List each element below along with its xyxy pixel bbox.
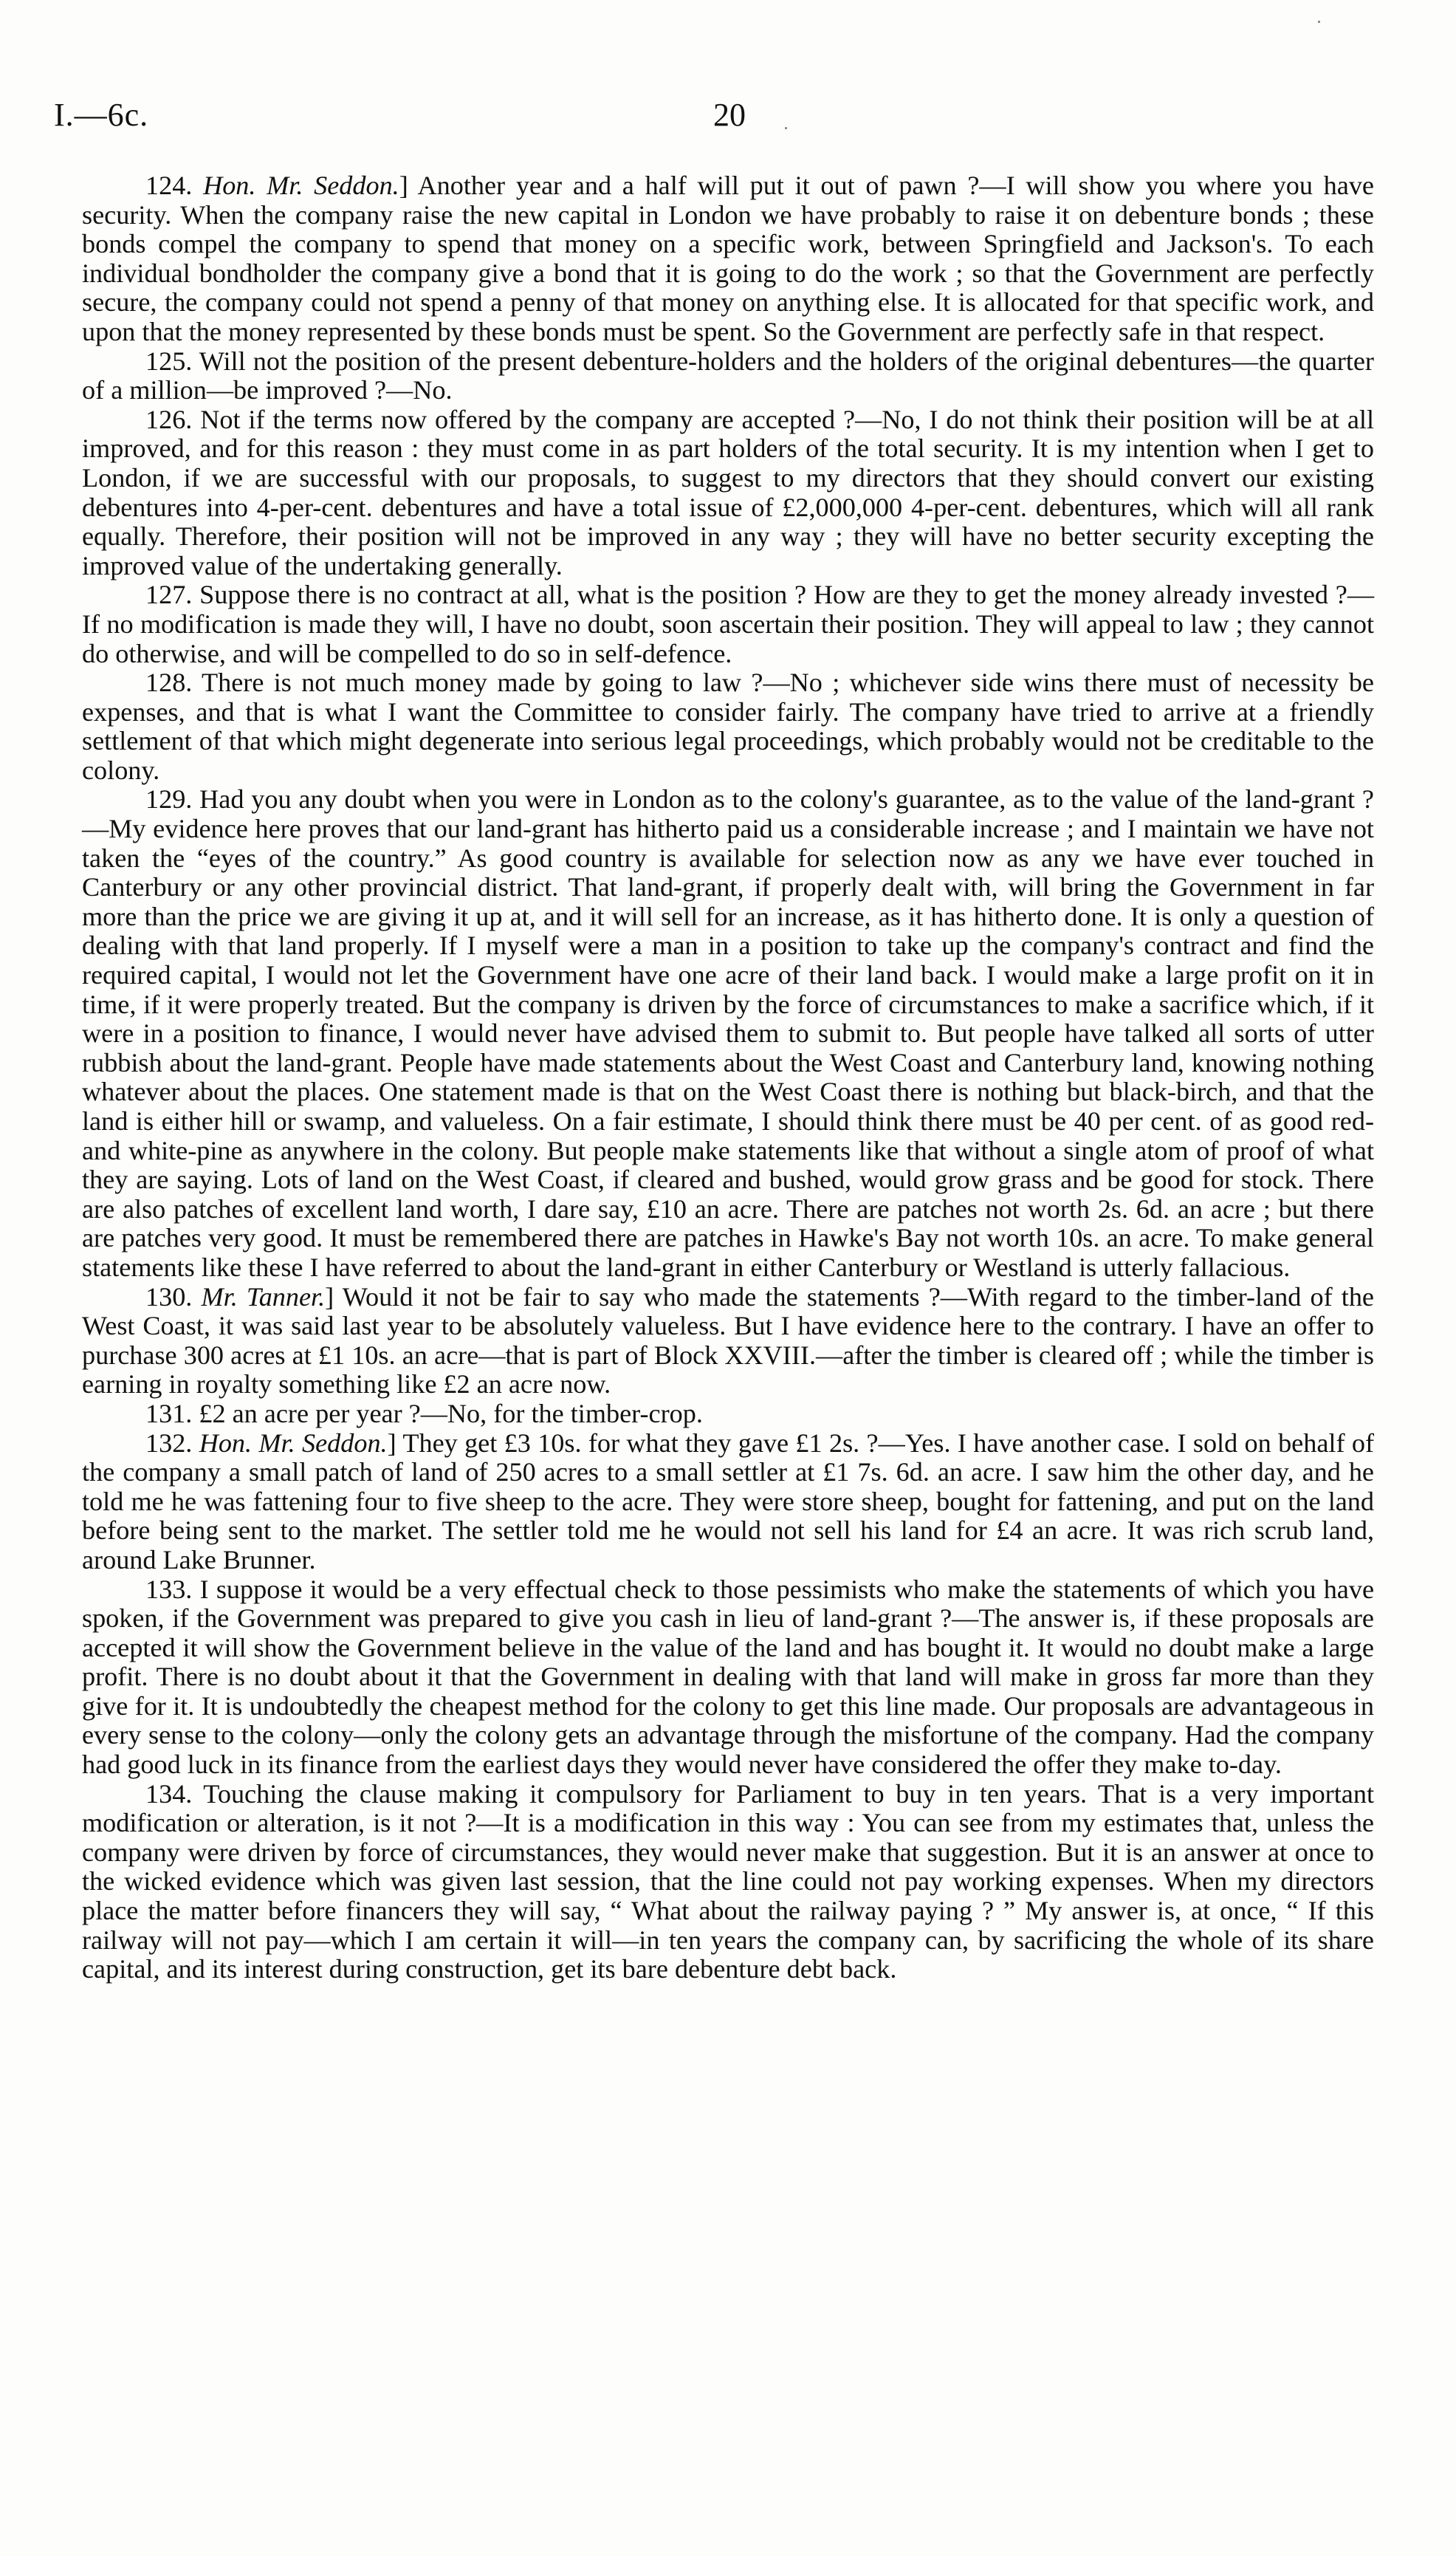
document-reference: I.—6c. bbox=[54, 97, 149, 133]
question-number: 124. bbox=[145, 171, 193, 200]
question-number: 132. bbox=[145, 1428, 193, 1458]
paragraph-125 bbox=[82, 347, 1374, 405]
paragraph-text: Not if the terms now offered by the company are accepted ?—No, I do not think their position will be at all improved, and for this reason : they must come in as part holders of the total security. It is my intention when I get to London, if we are successful with our proposals, to suggest to my directors that they should convert our existing debentures into 4-per-cent. debentures and have a total issue of £2,000,000 4-per-cent. debentures, which will all rank equally. Therefore, their position will not be improved in any way ; they will have no better security excepting the improved value of the undertaking generally. bbox=[82, 404, 1374, 580]
paragraph-text: £2 an acre per year ?—No, for the timber-crop. bbox=[199, 1398, 703, 1428]
paragraph-126 bbox=[82, 405, 1374, 581]
paragraph-text: They get £3 10s. for what they gave £1 2s. ?—Yes. I have another case. I sold on behalf of the company a small patch of land of 250 acres to a small settler at £1 7s. 6d. an acre. I saw him the other day, and he told me he was fattening four to five sheep to the acre. They were store sheep, bought for fattening, and put on the land before being sent to the market. The settler told me he would not sell his land for £4 an acre. It was rich scrub land, around Lake Brunner. bbox=[82, 1428, 1375, 1575]
paragraph-133 bbox=[82, 1575, 1374, 1780]
question-number: 133. bbox=[145, 1574, 193, 1604]
speaker-label: Mr. Tanner. bbox=[201, 1281, 326, 1312]
speaker-label: Hon. Mr. Seddon. bbox=[203, 171, 399, 200]
paragraph-text: Touching the clause making it compulsory for Parliament to buy in ten years. That is a very important modification or alteration, is it not ?—It is a modification in this way : You can see from my estimates that, unless the company were driven by force of circumstances, they would never make that suggestion. But it is an answer at once to the wicked evidence which was given last session, that the line could not pay working expenses. When my directors place the matter before financers they will say, “ What about the railway paying ? ” My answer is, at once, “ If this railway will not pay—which I am certain it will—in ten years the company can, by sacrificing the whole of its share capital, and its interest during construction, get its bare debenture debt back. bbox=[82, 1778, 1374, 1984]
paragraph-131 bbox=[82, 1399, 1374, 1429]
paragraph-124: 124. Hon. Mr. Seddon.] Another year and a half will put it out of pawn ?—I will show you where you have security. When the company raise the new capital in London we have probably to raise it on debenture bonds ; these bonds compel the company to spend that money on a specific work, between Springfield and Jackson's. To each individual bondholder the company give a bond that it is going to do the work ; so that the Government are perfectly secure, the company could not spend a penny of that money on anything else. It is allocated for that specific work, and upon that the money represented by these bonds must be spent. So the Government are perfectly safe in that respect. bbox=[82, 171, 1374, 346]
paragraph-128 bbox=[82, 668, 1374, 785]
paragraph-text: Suppose there is no contract at all, what is the position ? How are they to get the money already invested ?—If no modification is made they will, I have no doubt, soon ascertain their position. They will appeal to law ; they cannot do otherwise, and will be compelled to do so in self-defence. bbox=[82, 580, 1375, 668]
paragraph-text: I suppose it would be a very effectual check to those pessimists who make the statements of which you have spoken, if the Government was prepared to give you cash in lieu of land-grant ?—The answer is, if these proposals are accepted it will show the Government believe in the value of the land and has bought it. It would no doubt make a large profit. There is no doubt about it that the Government in dealing with that land will make in gross far more than they give for it. It is undoubtedly the cheapest method for the colony to get this line made. Our proposals are advantageous in every sense to the colony—only the colony gets an advantage through the misfortune of the company. Had the company had good luck in its finance from the earliest days they would never have considered the offer they make to-day. bbox=[82, 1574, 1375, 1780]
question-number: 131. bbox=[145, 1398, 193, 1428]
paragraph-text: Another year and a half will put it out of pawn ?—I will show you where you have security. When the company raise the new capital in London we have probably to raise it on debenture bonds ; these bonds compel the company to spend that money on a specific work, between Springfield and Jackson's. To each individual bondholder the company give a bond that it is going to do the work ; so that the Government are perfectly secure, the company could not spend a penny of that money on anything else. It is allocated for that specific work, and upon that the money represented by these bonds must be spent. So the Government are perfectly safe in that respect. bbox=[82, 171, 1374, 346]
paragraph-127 bbox=[82, 580, 1374, 668]
paragraph-134 bbox=[82, 1780, 1374, 1984]
question-number: 130. bbox=[145, 1281, 193, 1312]
paragraph-text: There is not much money made by going to law ?—No ; whichever side wins there must of necessity be expenses, and that is what I want the Committee to consider fairly. The company have tried to arrive at a friendly settlement of that which might degenerate into serious legal proceedings, which probably would not be creditable to the colony. bbox=[82, 668, 1374, 785]
question-number: 127. bbox=[145, 580, 193, 610]
paragraph-text: Would it not be fair to say who made the statements ?—With regard to the timber-land of the West Coast, it was said last year to be absolutely valueless. But I have evidence here to the contrary. I have an offer to purchase 300 acres at £1 10s. an acre—that is part of Block XXVIII.—after the timber is cleared off ; while the timber is earning in royalty something like £2 an acre now. bbox=[82, 1281, 1374, 1399]
question-number: 134. bbox=[145, 1778, 193, 1809]
page-number: 20 bbox=[713, 97, 746, 133]
running-header bbox=[54, 96, 1402, 140]
paragraph-text: Will not the position of the present debenture-holders and the holders of the original debentures—the quarter of a million—be improved ?—No. bbox=[82, 346, 1374, 405]
paragraph-130: 130. Mr. Tanner.] Would it not be fair to say who made the statements ?—With regard to the timber-land of the West Coast, it was said last year to be absolutely valueless. But I have evidence here to the contrary. I have an offer to purchase 300 acres at £1 10s. an acre—that is part of Block XXVIII.—after the timber is cleared off ; while the timber is earning in royalty something like £2 an acre now. bbox=[82, 1281, 1374, 1399]
body-text bbox=[82, 171, 1374, 1984]
question-number: 126. bbox=[145, 404, 193, 434]
scan-speck bbox=[1318, 21, 1320, 23]
paragraph-132: 132. Hon. Mr. Seddon.] They get £3 10s. for what they gave £1 2s. ?—Yes. I have another case. I sold on behalf of the company a small patch of land of 250 acres to a small settler at £1 7s. 6d. an acre. I saw him the other day, and he told me he was fattening four to five sheep to the acre. They were store sheep, bought for fattening, and put on the land before being sent to the market. The settler told me he would not sell his land for £4 an acre. It was rich scrub land, around Lake Brunner. bbox=[82, 1428, 1375, 1575]
question-number: 125. bbox=[145, 346, 193, 376]
speaker-label: Hon. Mr. Seddon. bbox=[199, 1428, 388, 1458]
paragraph-text: Had you any doubt when you were in London as to the colony's guarantee, as to the value of the land-grant ?—My evidence here proves that our land-grant has hitherto paid us a considerable increase ; and I maintain we have not taken the “eyes of the country.” As good country is available for selection now as any we have ever touched in Canterbury or any other provincial district. That land-grant, if properly dealt with, will bring the Government in far more than the price we are giving it up at, and it will sell for an increase, as it has hitherto done. It is only a question of dealing with that land properly. If I myself were a man in a position to take up the company's contract and find the required capital, I would not let the Government have one acre of their land back. I would make a large profit on it in time, if it were properly treated. But the company is driven by the force of circumstances to make a sacrifice which, if it were in a position to finance, I would never have advised them to submit to. But people have talked all sorts of utter rubbish about the land-grant. People have made statements about the West Coast and Canterbury land, knowing nothing whatever about the places. One statement made is that on the West Coast there is nothing but black-birch, and that the land is either hill or swamp, and valueless. On a fair estimate, I should think there must be 40 per cent. of as good red- and white-pine as anywhere in the colony. But people make statements like that without a single atom of proof of what they are saying. Lots of land on the West Coast, if cleared and bushed, would grow grass and be good for stock. There are also patches of excellent land worth, I dare say, £10 an acre. There are patches not worth 2s. 6d. an acre ; but there are patches very good. It must be remembered there are patches in Hawke's Bay not worth 10s. an acre. To make general statements like these I have referred to about the land-grant in either Canterbury or Westland is utterly fallacious. bbox=[82, 784, 1374, 1282]
question-number: 128. bbox=[145, 668, 193, 698]
question-number: 129. bbox=[145, 784, 193, 815]
paragraph-129 bbox=[82, 785, 1374, 1282]
